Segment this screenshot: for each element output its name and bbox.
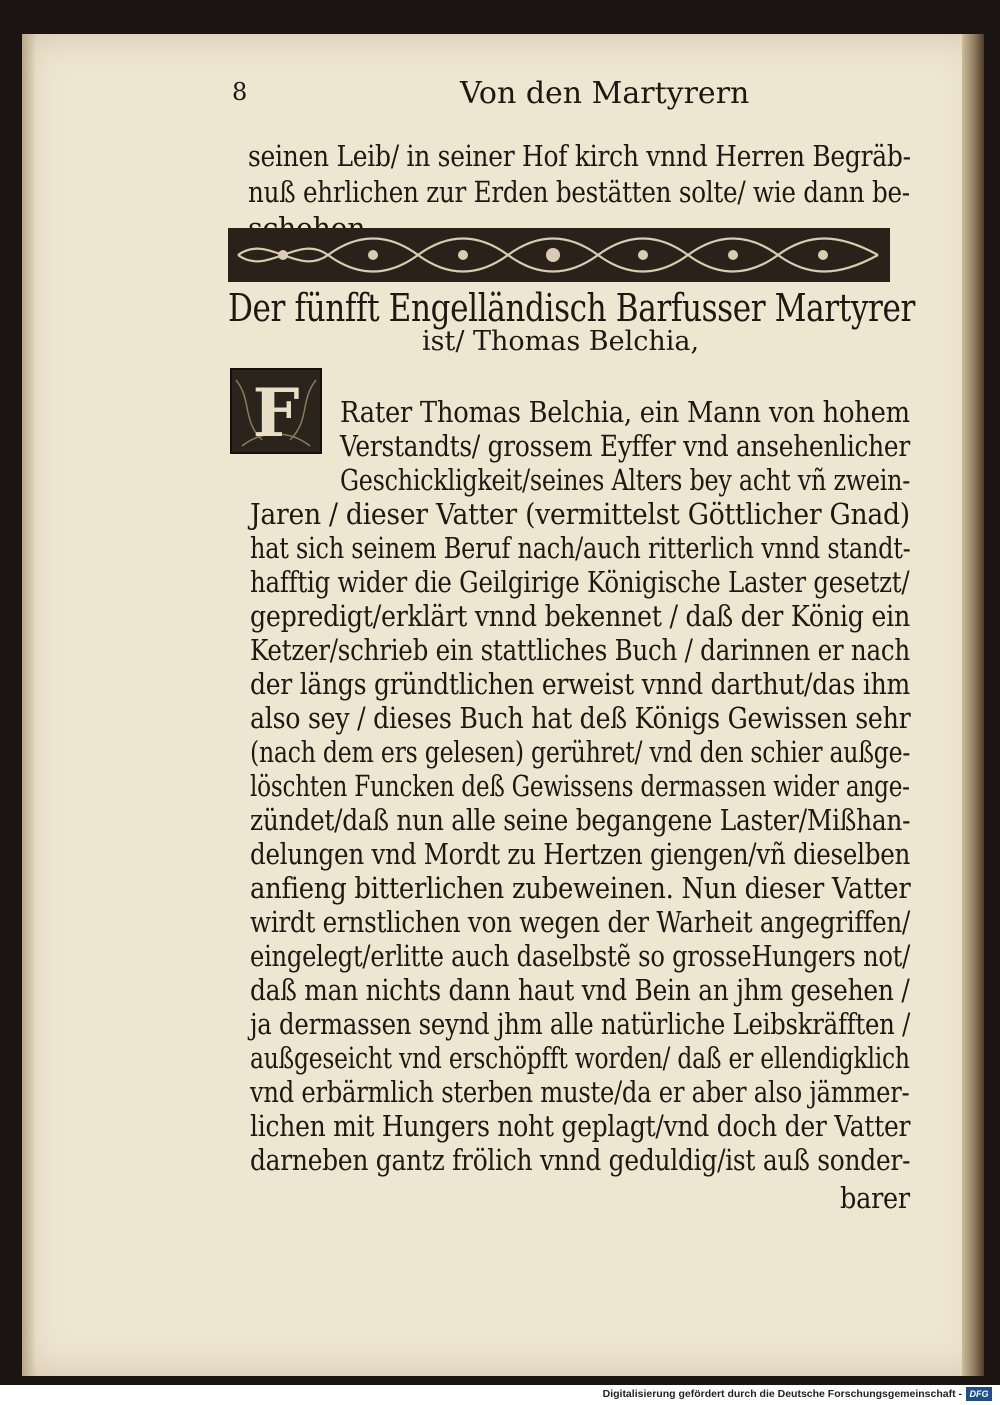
text-line: Jaren / dieser Vatter (vermittelst Göttlicher Gnad) — [250, 498, 910, 531]
page-number: 8 — [232, 78, 248, 106]
text-line: darneben gantz frölich vnnd geduldig/ist auß sonder- — [250, 1144, 911, 1177]
book-spine — [962, 34, 984, 1376]
text-line: delungen vnd Mordt zu Hertzen giengen/vñ dieselben — [250, 838, 911, 871]
text-line: hat sich seinem Beruf nach/auch ritterlich vnnd standt- — [250, 532, 911, 565]
text-line: daß man nichts dann haut vnd Bein an jhm gesehen / — [250, 974, 910, 1007]
section-subheading: ist/ Thomas Belchia, — [422, 326, 700, 357]
running-head: Von den Martyrern — [460, 76, 750, 111]
text-line: ja dermassen seynd jhm alle natürliche Leibskräfften / — [250, 1008, 911, 1041]
text-line: hafftig wider die Geilgirige Königische Laster gesetzt/ — [250, 566, 910, 599]
text-line: seinen Leib/ in seiner Hof kirch vnnd Herren Begräb- — [248, 140, 911, 173]
dfg-logo: DFG — [966, 1387, 992, 1401]
text-line: (nach dem ers gelesen) gerühret/ vnd den schier außge- — [250, 736, 911, 769]
footer-bar — [0, 1385, 1000, 1405]
text-line: nuß ehrlichen zur Erden bestätten solte/ wie dann be- — [248, 176, 910, 209]
text-line: löschten Funcken deß Gewissens dermassen wider ange- — [250, 770, 910, 803]
footer-credit: Digitalisierung gefördert durch die Deutsche Forschungsgemeinschaft - — [602, 1388, 962, 1400]
initial-letter: F — [252, 374, 300, 452]
decorated-initial — [230, 368, 322, 454]
text-line: wirdt ernstlichen von wegen der Warheit angegriffen/ — [250, 906, 911, 939]
section-heading: Der fünfft Engelländisch Barfusser Martyrer — [228, 286, 915, 330]
text-line: Rater Thomas Belchia, ein Mann von hohem — [340, 396, 910, 429]
text-line: gepredigt/erklärt vnnd bekennet / daß der König ein — [250, 600, 911, 633]
text-line: Verstandts/ grossem Eyffer vnd ansehenlicher — [340, 430, 910, 463]
text-line: Ketzer/schrieb ein stattliches Buch / darinnen er nach — [250, 634, 910, 667]
text-line: anfieng bitterlichen zubeweinen. Nun dieser Vatter — [250, 872, 911, 905]
page-edge-shadow — [22, 34, 36, 1376]
catchword: barer — [840, 1182, 910, 1215]
text-line: zündet/daß nun alle seine begangene Laster/Mißhan- — [250, 804, 911, 837]
text-line: also sey / dieses Buch hat deß Königs Gewissen sehr — [250, 702, 911, 735]
text-line: eingelegt/erlitte auch daselbstẽ so grosseHungers not/ — [250, 940, 911, 973]
text-line: vnd erbärmlich sterben muste/da er aber also jämmer- — [250, 1076, 910, 1109]
text-line: der längs gründtlichen erweist vnnd darthut/das ihm — [250, 668, 910, 701]
text-line: außgeseicht vnd erschöpfft worden/ daß er ellendigklich — [250, 1042, 910, 1075]
text-line: Geschickligkeit/seines Alters bey acht vñ zwein- — [340, 464, 911, 497]
ornamental-band — [228, 228, 890, 282]
text-line: lichen mit Hungers noht geplagt/vnd doch der Vatter — [250, 1110, 911, 1143]
